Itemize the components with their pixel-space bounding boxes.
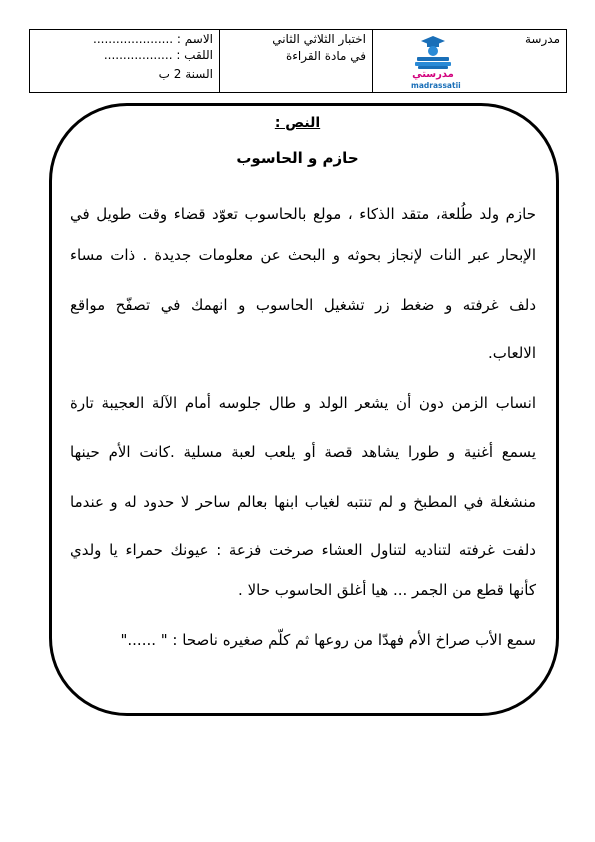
text-title: حازم و الحاسوب bbox=[236, 149, 359, 167]
exam-title: اختبار الثلاثي الثاني bbox=[272, 32, 366, 46]
surname-field: اللقب : .................. bbox=[103, 48, 213, 62]
madrassatii-logo bbox=[403, 34, 463, 90]
header-table bbox=[29, 29, 567, 93]
school-cell bbox=[373, 30, 566, 92]
school-label: مدرسة bbox=[524, 32, 560, 46]
text-line-4: الالعاب. bbox=[488, 344, 536, 362]
text-line-5: انساب الزمن دون أن يشعر الولد و طال جلوسه أمام الآلة العجيبة تارة bbox=[70, 394, 536, 412]
text-line-2: الإبحار عبر النات لإنجاز بحوثه و البحث عن معلومات جديدة . ذات مساء bbox=[70, 246, 536, 264]
text-line-10: سمع الأب صراخ الأم فهدّا من روعها ثم كلّم صغيره ناصحا : " ......" bbox=[120, 631, 536, 649]
text-line-8: دلفت غرفته لتناديه لتناول العشاء صرخت فزعة : عيونك حمراء يا ولدي bbox=[70, 541, 536, 559]
student-info-cell bbox=[30, 30, 220, 92]
logo-arabic-text: مدرستي bbox=[412, 69, 454, 80]
text-line-9: كأنها قطع من الجمر ... هيا أغلق الحاسوب حالا . bbox=[238, 581, 536, 599]
logo-figure-icon bbox=[403, 34, 463, 70]
exam-subject: في مادة القراءة bbox=[285, 49, 366, 63]
text-line-7: منشغلة في المطبخ و لم تنتبه لغياب ابنها بعالم ساحر لا حدود له و عندما bbox=[70, 493, 536, 511]
text-line-1: حازم ولد طُلعة، متقد الذكاء ، مولع بالحاسوب تعوّد قضاء وقت طويل في bbox=[70, 205, 536, 223]
text-line-6: يسمع أغنية و طورا يشاهد قصة أو يلعب لعبة مسلية .كانت الأم حينها bbox=[70, 443, 536, 461]
exam-cell bbox=[220, 30, 373, 92]
logo-latin-text: madrassatii bbox=[411, 81, 461, 90]
text-heading: النص : bbox=[274, 115, 321, 131]
text-line-3: دلف غرفته و ضغط زر تشغيل الحاسوب و انهمك في تصفّح مواقع bbox=[70, 296, 536, 314]
name-field: الاسم : ..................... bbox=[93, 32, 213, 46]
class-year: السنة 2 ب bbox=[158, 67, 213, 81]
